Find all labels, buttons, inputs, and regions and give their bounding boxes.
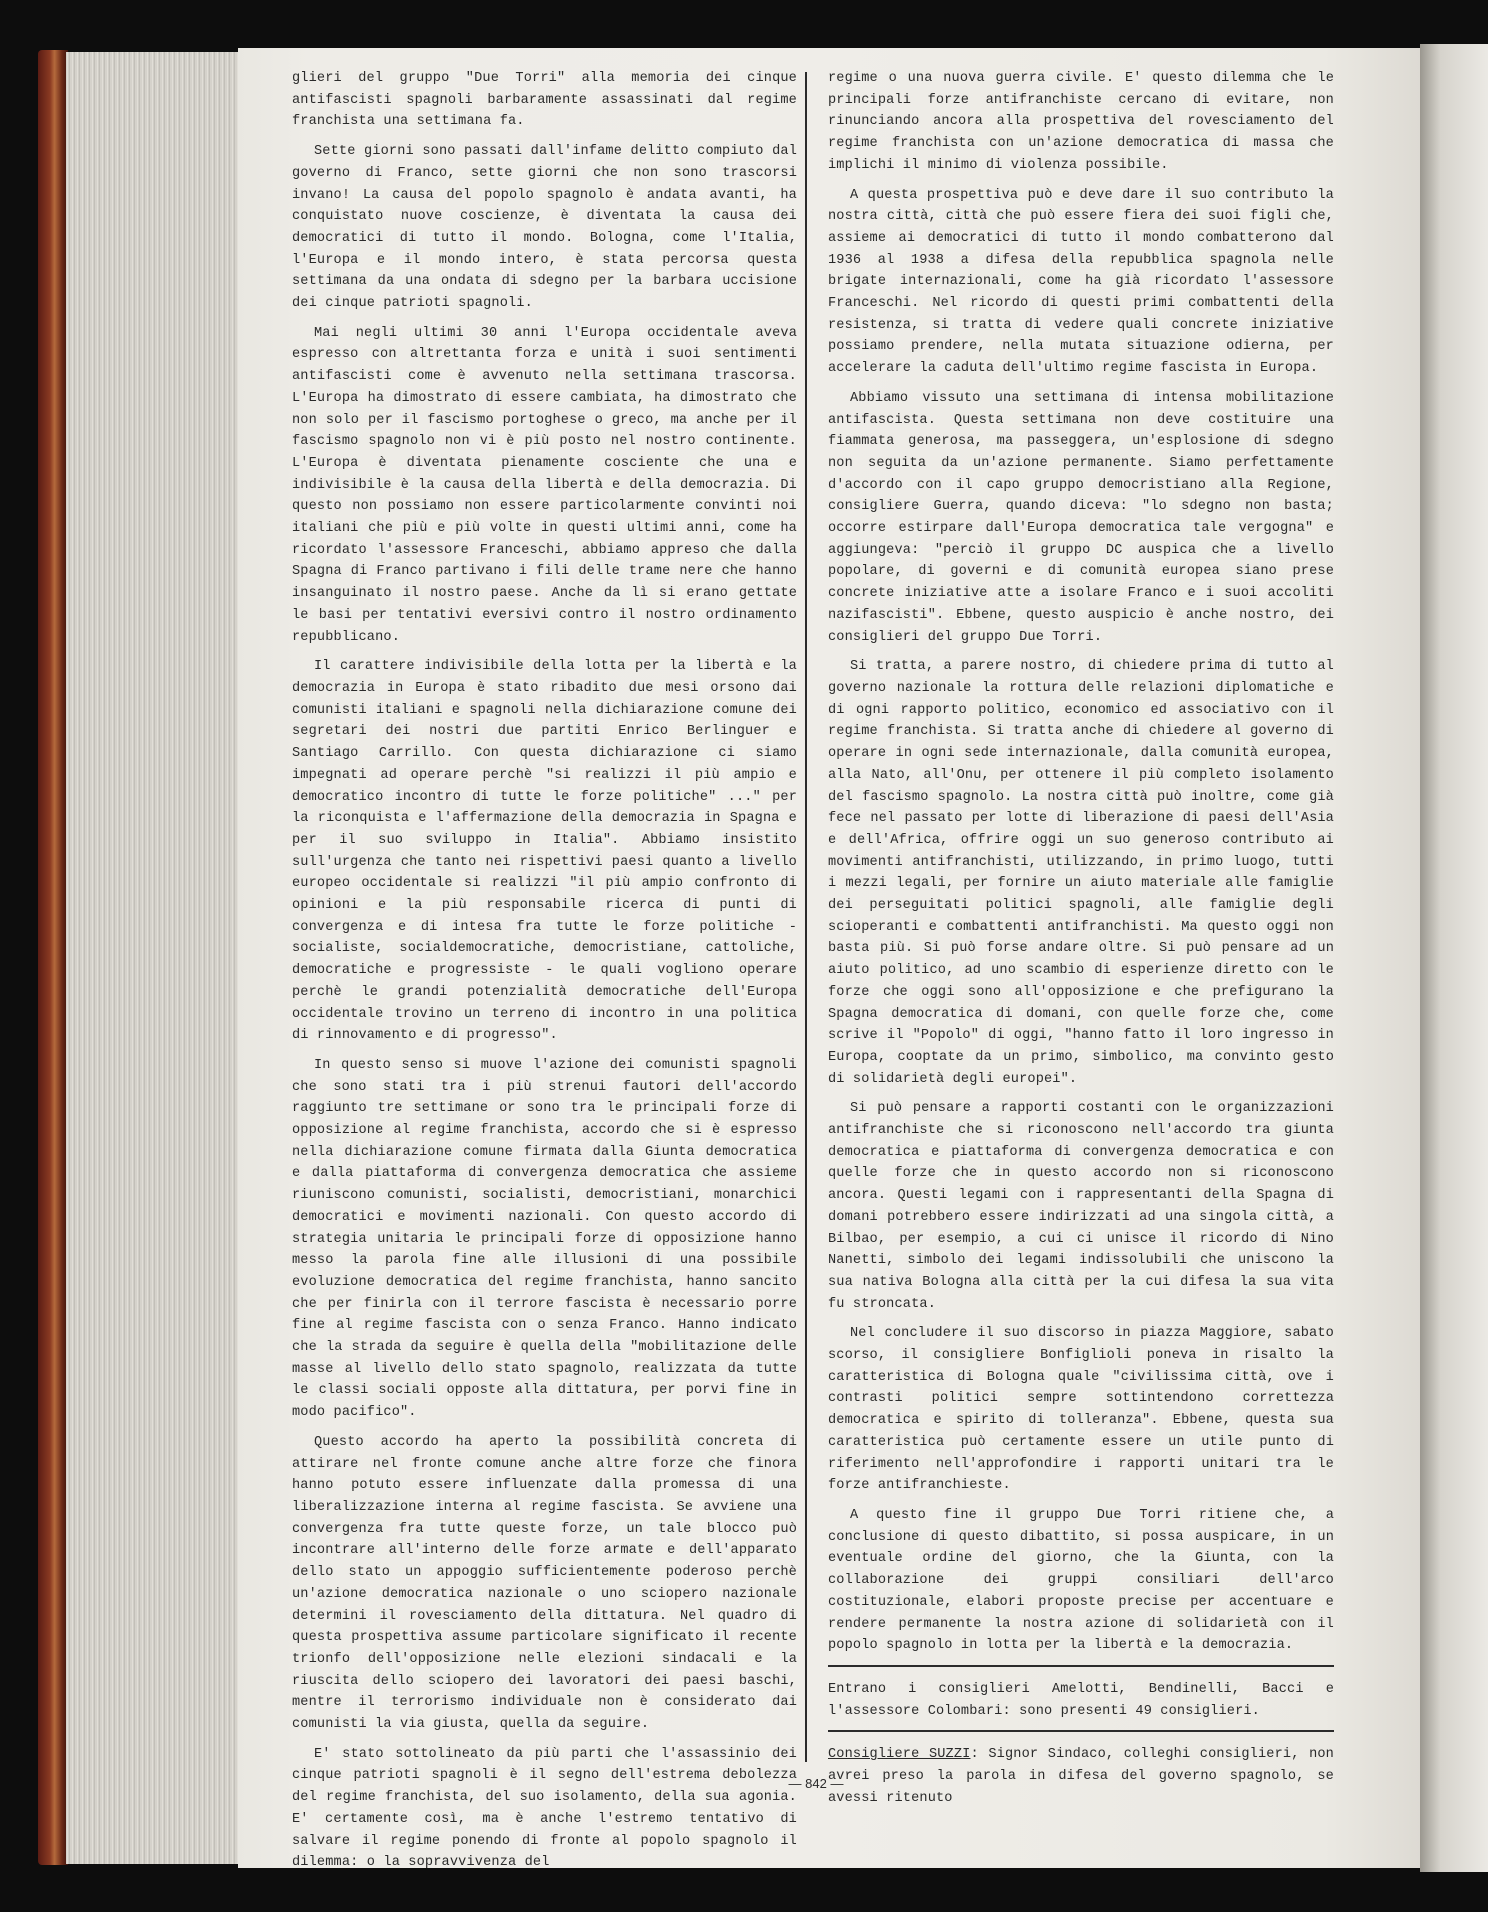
page-number: — 842 — [788,1776,844,1791]
book-binding-edge [38,50,68,1865]
section-rule [828,1665,1334,1667]
paragraph: Sette giorni sono passati dall'infame delitto compiuto dal governo di Franco, sette giorni che non sono trascorsi invano! La causa del popolo spagnolo è andata avanti, ha conquistato nuove coscienze, è diventata la causa dei democratici di tutto il mondo. Bologna, come l'Italia, l'Europa e il mondo intero, è stata percorsa questa settimana da una ondata di sdegno per la barbara uccisione dei cinque patrioti spagnoli. [292,144,797,312]
paragraph: Nel concludere il suo discorso in piazza Maggiore, sabato scorso, il consigliere Bonfiglioli poneva in risalto la caratteristica di Bologna quale "civilissima città, ove i contrasti politici sempre sottintendono correttezza democratica e spirito di tolleranza". Ebbene, questa sua caratteristica può certamente essere un utile punto di riferimento nell'approfondire i rapporti unitari tra le forze antifranchieste. [828,1326,1334,1494]
speaker-text: : Signor Sindaco, colleghi consiglieri, non avrei preso la parola in difesa del governo spagnolo, se avessi ritenuto [828,1747,1334,1806]
paragraph: Mai negli ultimi 30 anni l'Europa occidentale aveva espresso con altrettanta forza e unità i suoi sentimenti antifascisti come è avvenuto nella settimana trascorsa. L'Europa ha dimostrato di essere cambiata, ha dimostrato che non solo per il fascismo portoghese o greco, ma anche per il fascismo spagnolo non vi è più posto nel nostro continente. L'Europa è diventata pienamente cosciente che una e indivisibile è la causa della libertà e della democrazia. Di questo non possiamo non essere particolarmente convinti noi italiani che più e più volte in questi ultimi anni, come ha ricordato l'assessore Franceschi, abbiamo appreso che dalla Spagna di Franco partivano i fili delle trame nere che hanno insanguinato il nostro paese. Anche da lì si erano gettate le basi per tentativi eversivi contro il nostro ordinamento repubblicano. [292,325,797,645]
column-divider [805,72,807,1762]
speaker-label: Consigliere SUZZI [828,1747,971,1763]
paragraph: Si può pensare a rapporti costanti con le organizzazioni antifranchiste che si riconoscono nell'accordo tra giunta democratica e piattaforma di convergenza democratica e con quelle forze che in questo accordo non si riconoscono ancora. Questi legami con i rappresentanti della Spagna di domani potrebbero essere indirizzati ad una singola città, a Bilbao, per esempio, a cui ci unisce il ricordo di Nino Nanetti, simbolo dei legami indissolubili che uniscono la sua nativa Bologna alla città per la cui difesa la sua vita fu stroncata. [828,1101,1334,1312]
left-text-column [292,68,797,1882]
right-text-column [828,68,1334,1817]
page-stack [66,52,242,1864]
paragraph: Abbiamo vissuto una settimana di intensa mobilitazione antifascista. Questa settimana non deve costituire una fiammata generosa, ma passeggera, un'esplosione di sdegno non seguita da un'azione permanente. Siamo perfettamente d'accordo con il capo gruppo democristiano alla Regione, consigliere Guerra, quando diceva: "lo sdegno non basta; occorre estirpare dall'Europa democratica tale vergogna" e aggiungeva: "perciò il gruppo DC auspica che a livello popolare, di governi e di comunità europea siano prese concrete iniziative atte a isolare Franco e i suoi accoliti nazifascisti". Ebbene, questo auspicio è anche nostro, dei consiglieri del gruppo Due Torri. [828,390,1334,645]
paragraph: E' stato sottolineato da più parti che l'assassinio dei cinque patrioti spagnoli è il segno dell'estrema debolezza del regime franchista, del suo isolamento, della sua agonia. E' certamente così, ma è anche l'estremo tentativo di salvare il regime ponendo di fronte al popolo spagnolo il dilemma: o la sopravvivenza del [292,1746,797,1871]
paragraph: A questo fine il gruppo Due Torri ritiene che, a conclusione di questo dibattito, si possa auspicare, in un eventuale ordine del giorno, che la Giunta, con la collaborazione dei gruppi consiliari dell'arco costituzionale, elabori proposte precise per accentuare e rendere permanente la nostra azione di solidarietà con il popolo spagnolo in lotta per la libertà e la democrazia. [828,1508,1334,1654]
attendance-note: Entrano i consiglieri Amelotti, Bendinelli, Bacci e l'assessore Colombari: sono presenti 49 consiglieri. [828,1681,1334,1719]
facing-page-edge [1420,44,1488,1872]
paragraph: glieri del gruppo "Due Torri" alla memoria dei cinque antifascisti spagnoli barbaramente assassinati dal regime franchista una settimana fa. [292,71,797,130]
paragraph: In questo senso si muove l'azione dei comunisti spagnoli che sono stati tra i più strenui fautori dell'accordo raggiunto tre settimane or sono tra le principali forze di opposizione al regime franchista, accordo che si è espresso nella dichiarazione comune firmata dalla Giunta democratica e dalla piattaforma di convergenza democratica che assieme riuniscono comunisti, socialisti, democristiani, monarchici democratici e movimenti nazionali. Con questo accordo di strategia unitaria le principali forze di opposizione hanno messo la parola fine alle illusioni di una possibile evoluzione democratica del regime franchista, hanno sancito che per finirla con il terrore fascista è necessario porre fine al regime fascista con o senza Franco. Hanno indicato che la strada da seguire è quella della "mobilitazione delle masse al livello dello stato spagnolo, realizzata da tutte le classi sociali opposte alla dittatura, per porvi fine in modo pacifico". [292,1057,797,1421]
paragraph: regime o una nuova guerra civile. E' questo dilemma che le principali forze antifranchiste cercano di evitare, non rinunciando ancora alla prospettiva del rovesciamento del regime franchista con un'azione democratica di massa che implichi il minimo di violenza possibile. [828,71,1334,173]
paragraph: Il carattere indivisibile della lotta per la libertà e la democrazia in Europa è stato ribadito due mesi orsono dai comunisti italiani e spagnoli nella dichiarazione comune dei segretari dei nostri due partiti Enrico Berlinguer e Santiago Carrillo. Con questa dichiarazione ci siamo impegnati ad operare perchè "si realizzi il più ampio e democratico incontro di tutte le forze politiche" ..." per la riconquista e l'affermazione della democrazia in Spagna e per il suo sviluppo in Italia". Abbiamo insistito sull'urgenza che tanto nei rispettivi paesi quanto a livello europeo occidentale si realizzi "il più ampio confronto di opinioni e la più responsabile ricerca di punti di convergenza e di intesa fra tutte le forze politiche - socialiste, socialdemocratiche, democristiane, cattoliche, democratiche e progressiste - le quali vogliono operare perchè le grandi potenzialità democratiche dell'Europa occidentale trovino un terreno di incontro in una politica di rinnovamento e di progresso". [292,659,797,1044]
paragraph: Si tratta, a parere nostro, di chiedere prima di tutto al governo nazionale la rottura delle relazioni diplomatiche e di ogni rapporto politico, economico ed associativo con il regime franchista. Si tratta anche di chiedere al governo di operare in ogni sede internazionale, dalla comunità europea, alla Nato, all'Onu, per ottenere il più completo isolamento del fascismo spagnolo. La nostra città può inoltre, come già fece nel passato per lotte di liberazione di paesi dell'Asia e dell'Africa, offrire oggi un suo generoso contributo ai movimenti antifranchisti, utilizzando, in primo luogo, tutti i mezzi legali, per fornire un aiuto materiale alle famiglie dei perseguitati politici spagnoli, alle famiglie degli scioperanti e combattenti antifranchisti. Ma questo oggi non basta più. Si può forse andare oltre. Si può pensare ad un aiuto politico, ad uno scambio di esperienze diretto con le forze che oggi sono all'opposizione e che prefigurano la Spagna democratica di domani, con quelle forze che, come scrive il "Popolo" di oggi, "hanno fatto il loro ingresso in Europa, cooptate da un primo, simbolico, ma convinto gesto di solidarietà degli europei". [828,659,1334,1087]
section-rule [828,1730,1334,1732]
paragraph: A questa prospettiva può e deve dare il suo contributo la nostra città, città che può essere fiera dei suoi figli che, assieme ai democratici di tutto il mondo combatterono dal 1936 al 1938 a difesa della repubblica spagnola nelle brigate internazionali, come ha già ricordato l'assessore Franceschi. Nel ricordo di questi primi combattenti della resistenza, si tratta di vedere quali concrete iniziative possiamo prendere, nella mutata situazione odierna, per accelerare la caduta dell'ultimo regime fascista in Europa. [828,187,1334,377]
paragraph: Questo accordo ha aperto la possibilità concreta di attirare nel fronte comune anche altre forze che finora hanno potuto essere influenzate dalla promessa di una liberalizzazione interna al regime fascista. Se avviene una convergenza fra tutte queste forze, un tale blocco può incontrare all'interno delle forze armate e dell'apparato dello stato un appoggio sufficientemente poderoso perchè un'azione democratica nazionale o uno sciopero nazionale determini il rovesciamento della dittatura. Nel quadro di questa prospettiva assume particolare significato il recente trionfo dell'opposizione nelle elezioni sindacali e la riuscita dello sciopero dei lavoratori dei paesi baschi, mentre il terrorismo individuale non è considerato dai comunisti la via giusta, quella da seguire. [292,1434,797,1733]
